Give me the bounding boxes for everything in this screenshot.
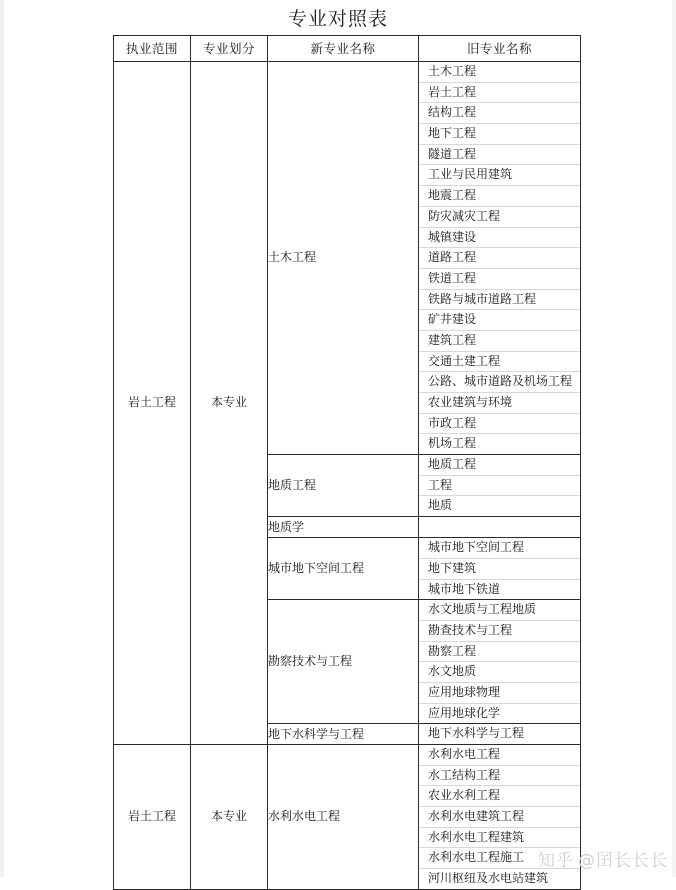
list-item: 农业建筑与环境: [419, 392, 580, 413]
new-name-cell: 勘察技术与工程: [268, 600, 419, 724]
new-name-cell: 土木工程: [268, 62, 419, 455]
list-item: 地下水科学与工程: [428, 726, 525, 741]
old-name-list: [419, 62, 580, 454]
list-item: 工业与民用建筑: [419, 164, 580, 185]
new-name-cell: 城市地下空间工程: [268, 538, 419, 600]
list-item: 地下建筑: [419, 558, 580, 579]
list-item: 城市地下铁道: [419, 579, 580, 600]
old-name-cell: [419, 538, 581, 600]
division-cell: 本专业: [191, 62, 268, 745]
list-item: 地下工程: [419, 123, 580, 144]
list-item: 矿井建设: [419, 309, 580, 330]
column-header-scope: 执业范围: [114, 36, 191, 62]
old-name-list: [419, 600, 580, 723]
list-item: 隧道工程: [419, 144, 580, 165]
list-item: 机场工程: [419, 433, 580, 454]
list-item: 水文地质: [419, 661, 580, 682]
profession-comparison-table: [113, 35, 581, 890]
column-header-new-name: 新专业名称: [268, 36, 419, 62]
list-item: 应用地球化学: [419, 703, 580, 724]
list-item: 结构工程: [419, 102, 580, 123]
list-item: 水利水电工程施工: [419, 847, 580, 868]
watermark-logo: 知乎: [538, 851, 574, 871]
list-item: 地震工程: [419, 185, 580, 206]
old-name-cell: [419, 600, 581, 724]
table-row: [114, 745, 581, 890]
list-item: 防灾减灾工程: [419, 206, 580, 227]
list-item: 应用地球物理: [419, 682, 580, 703]
page-title: 专业对照表: [287, 8, 388, 30]
column-header-division: 专业划分: [191, 36, 268, 62]
watermark-handle: @囝长长长: [578, 851, 668, 871]
old-name-list: [419, 538, 580, 599]
list-item: 勘察工程: [419, 641, 580, 662]
old-name-cell: [419, 455, 581, 517]
table-header-row: [114, 36, 581, 62]
table-body: [114, 62, 581, 890]
new-name-cell: 地质工程: [268, 455, 419, 517]
list-item: 城市地下空间工程: [428, 540, 525, 555]
old-name-list: [419, 724, 580, 744]
list-item: 道路工程: [419, 247, 580, 268]
list-item: 工程: [419, 475, 580, 496]
list-item: 市政工程: [419, 413, 580, 434]
old-name-list: [419, 455, 580, 516]
old-name-cell-empty: [419, 517, 581, 538]
list-item: 农业水利工程: [419, 785, 580, 806]
new-name-cell: 地质学: [268, 517, 419, 538]
old-name-cell: [419, 724, 581, 745]
list-item: 土木工程: [428, 64, 477, 78]
list-item: 地质工程: [428, 457, 477, 472]
list-item: 水文地质与工程地质: [428, 602, 537, 617]
division-cell: 本专业: [191, 745, 268, 890]
list-item: 勘查技术与工程: [419, 620, 580, 641]
new-name-cell: 水利水电工程: [268, 745, 419, 890]
table-row: [114, 62, 581, 455]
scope-cell: 岩土工程: [114, 745, 191, 890]
list-item: 河川枢纽及水电站建筑: [419, 868, 580, 889]
column-header-old-name: 旧专业名称: [419, 36, 581, 62]
list-item: 交通土建工程: [419, 351, 580, 372]
list-item: 城镇建设: [419, 227, 580, 248]
list-item: 铁道工程: [419, 268, 580, 289]
list-item: 地质: [419, 495, 580, 516]
list-item: 公路、城市道路及机场工程: [419, 371, 580, 392]
old-name-cell: [419, 62, 581, 455]
old-name-list: [419, 745, 580, 889]
list-item: 水利水电工程: [428, 747, 501, 761]
list-item: 建筑工程: [419, 330, 580, 351]
list-item: 水利水电建筑工程: [419, 806, 580, 827]
list-item: 水利水电工程建筑: [419, 827, 580, 848]
list-item: 铁路与城市道路工程: [419, 289, 580, 310]
new-name-cell: 地下水科学与工程: [268, 724, 419, 745]
old-name-cell: [419, 745, 581, 890]
scope-cell: 岩土工程: [114, 62, 191, 745]
list-item: 岩土工程: [419, 82, 580, 103]
list-item: 水工结构工程: [419, 765, 580, 786]
